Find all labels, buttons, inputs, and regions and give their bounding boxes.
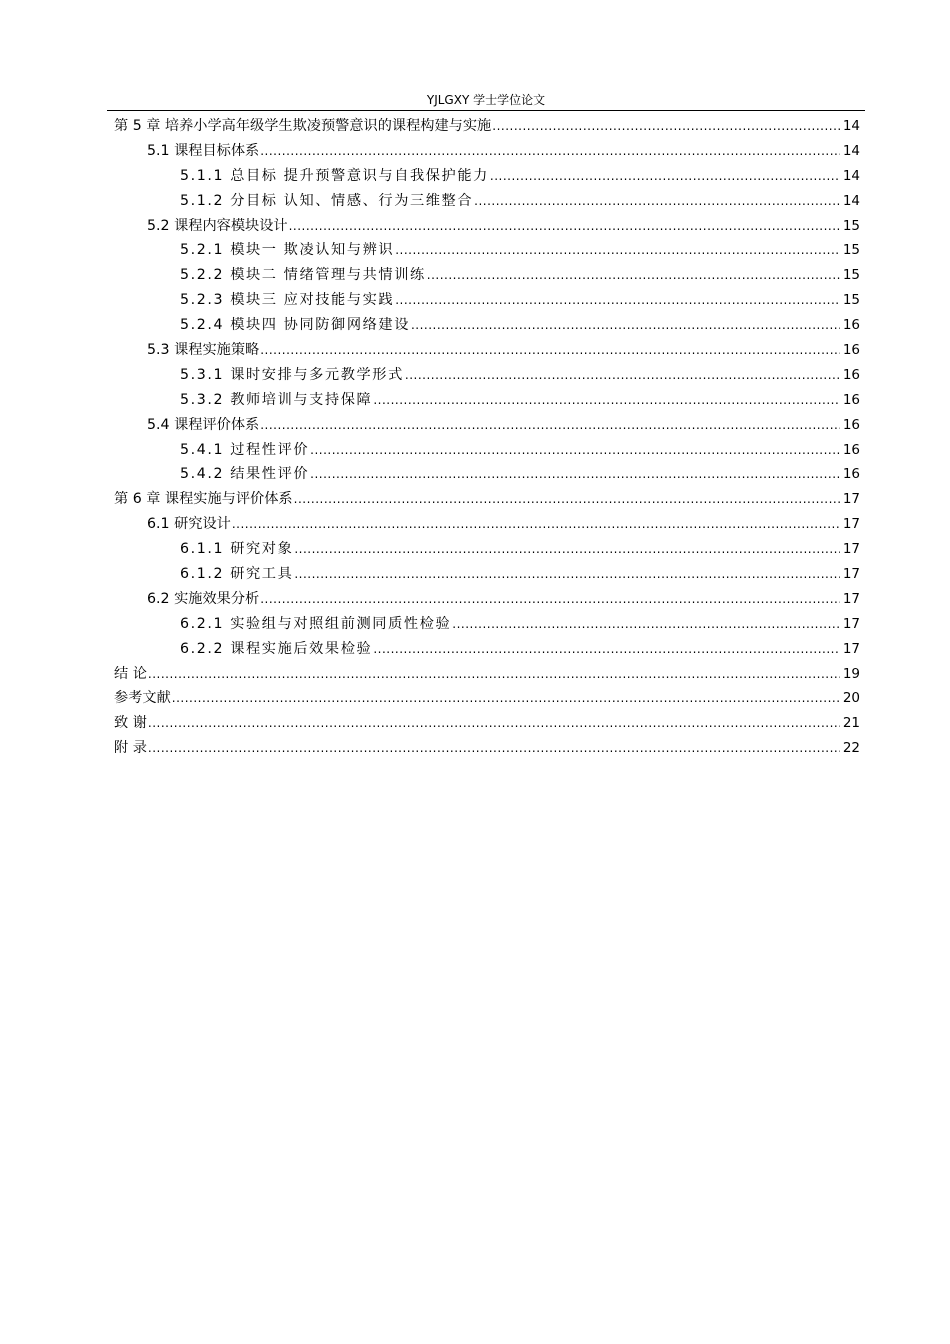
toc-entry[interactable]	[114, 462, 860, 487]
toc-dot-leader	[148, 662, 840, 687]
toc-entry[interactable]	[114, 487, 860, 512]
toc-entry[interactable]	[114, 263, 860, 288]
toc-entry-page-number: 19	[842, 665, 860, 682]
toc-entry-page-number: 14	[842, 192, 860, 209]
toc-dot-leader	[395, 288, 840, 313]
toc-entry[interactable]	[114, 363, 860, 388]
toc-entry[interactable]	[114, 238, 860, 263]
toc-entry[interactable]	[114, 114, 860, 139]
toc-entry[interactable]	[114, 164, 860, 189]
toc-dot-leader	[294, 487, 840, 512]
toc-entry[interactable]	[114, 562, 860, 587]
toc-entry-title: 5.2 课程内容模块设计	[147, 217, 288, 234]
toc-entry[interactable]	[114, 736, 860, 761]
toc-entry-page-number: 17	[842, 516, 860, 533]
toc-entry-page-number: 16	[842, 416, 860, 433]
toc-dot-leader	[411, 313, 840, 338]
toc-entry[interactable]	[114, 313, 860, 338]
toc-dot-leader	[148, 736, 840, 761]
toc-entry-title: 5.1.2 分目标 认知、情感、行为三维整合	[180, 192, 474, 209]
toc-entry[interactable]	[114, 686, 860, 711]
toc-entry-title: 第 6 章 课程实施与评价体系	[114, 491, 293, 508]
toc-entry[interactable]	[114, 612, 860, 637]
toc-dot-leader	[294, 537, 840, 562]
toc-dot-leader	[373, 388, 840, 413]
toc-dot-leader	[289, 214, 840, 239]
toc-entry-page-number: 14	[842, 142, 860, 159]
toc-entry-page-number: 14	[842, 118, 860, 134]
toc-dot-leader	[490, 164, 840, 189]
toc-entry-title: 5.3 课程实施策略	[147, 342, 260, 359]
toc-entry[interactable]	[114, 413, 860, 438]
toc-entry-page-number: 20	[842, 690, 860, 707]
toc-entry-page-number: 16	[842, 391, 860, 408]
toc-entry-page-number: 17	[842, 491, 860, 508]
toc-entry-page-number: 16	[842, 441, 860, 458]
toc-entry-title: 6.2.1 实验组与对照组前测同质性检验	[180, 615, 452, 632]
toc-dot-leader	[427, 263, 840, 288]
header-title: YJLGXY 学士学位论文	[426, 93, 546, 107]
toc-dot-leader	[492, 114, 840, 139]
toc-entry[interactable]	[114, 711, 860, 736]
toc-entry-page-number: 16	[842, 466, 860, 483]
table-of-contents	[114, 114, 860, 761]
toc-entry-page-number: 21	[842, 715, 860, 732]
toc-dot-leader	[294, 562, 840, 587]
toc-dot-leader	[232, 512, 840, 537]
toc-entry-title: 5.1.1 总目标 提升预警意识与自我保护能力	[180, 167, 489, 184]
toc-dot-leader	[310, 438, 840, 463]
toc-entry-title: 5.4.2 结果性评价	[180, 466, 310, 483]
toc-dot-leader	[260, 587, 840, 612]
toc-entry-page-number: 17	[842, 615, 860, 632]
toc-entry-title: 致 谢	[114, 715, 147, 732]
toc-entry[interactable]	[114, 288, 860, 313]
toc-dot-leader	[452, 612, 840, 637]
toc-entry[interactable]	[114, 189, 860, 214]
toc-entry[interactable]	[114, 662, 860, 687]
toc-dot-leader	[260, 338, 840, 363]
toc-entry[interactable]	[114, 512, 860, 537]
toc-entry-title: 附 录	[114, 740, 147, 757]
toc-entry[interactable]	[114, 537, 860, 562]
toc-entry-title: 6.1 研究设计	[147, 516, 231, 533]
toc-entry[interactable]	[114, 438, 860, 463]
toc-entry-title: 5.1 课程目标体系	[147, 142, 260, 159]
toc-entry[interactable]	[114, 388, 860, 413]
toc-entry-page-number: 15	[842, 217, 860, 234]
toc-dot-leader	[474, 189, 840, 214]
toc-dot-leader	[260, 413, 840, 438]
toc-entry-page-number: 16	[842, 317, 860, 334]
toc-dot-leader	[405, 363, 840, 388]
toc-dot-leader	[310, 462, 840, 487]
toc-dot-leader	[172, 686, 840, 711]
toc-dot-leader	[260, 139, 840, 164]
page-header	[107, 91, 865, 111]
toc-entry-title: 6.2.2 课程实施后效果检验	[180, 640, 373, 657]
toc-entry-title: 5.4 课程评价体系	[147, 416, 260, 433]
toc-entry-page-number: 15	[842, 267, 860, 284]
toc-entry-title: 6.1.2 研究工具	[180, 566, 294, 583]
toc-entry[interactable]	[114, 214, 860, 239]
toc-entry-title: 第 5 章 培养小学高年级学生欺凌预警意识的课程构建与实施	[114, 118, 492, 134]
toc-entry[interactable]	[114, 139, 860, 164]
toc-entry-title: 5.2.3 模块三 应对技能与实践	[180, 292, 395, 309]
toc-entry[interactable]	[114, 338, 860, 363]
toc-entry-page-number: 14	[842, 167, 860, 184]
toc-entry-title: 5.2.4 模块四 协同防御网络建设	[180, 317, 410, 334]
toc-entry-title: 结 论	[114, 665, 147, 682]
toc-entry-title: 5.3.2 教师培训与支持保障	[180, 391, 373, 408]
toc-entry-page-number: 22	[842, 740, 860, 757]
toc-entry-page-number: 15	[842, 292, 860, 309]
toc-dot-leader	[373, 637, 840, 662]
toc-entry-page-number: 15	[842, 242, 860, 259]
toc-entry-page-number: 16	[842, 366, 860, 383]
toc-entry[interactable]	[114, 637, 860, 662]
toc-entry-title: 5.2.1 模块一 欺凌认知与辨识	[180, 242, 395, 259]
toc-entry-title: 5.2.2 模块二 情绪管理与共情训练	[180, 267, 426, 284]
toc-entry-page-number: 16	[842, 342, 860, 359]
toc-entry-page-number: 17	[842, 541, 860, 558]
toc-entry-title: 6.2 实施效果分析	[147, 590, 260, 607]
toc-dot-leader	[148, 711, 840, 736]
toc-entry-title: 5.4.1 过程性评价	[180, 441, 310, 458]
toc-entry-title: 6.1.1 研究对象	[180, 541, 294, 558]
toc-dot-leader	[395, 238, 840, 263]
toc-entry[interactable]	[114, 587, 860, 612]
toc-entry-page-number: 17	[842, 566, 860, 583]
toc-entry-title: 5.3.1 课时安排与多元教学形式	[180, 366, 404, 383]
toc-entry-page-number: 17	[842, 590, 860, 607]
toc-entry-title: 参考文献	[114, 690, 171, 707]
toc-entry-page-number: 17	[842, 640, 860, 657]
